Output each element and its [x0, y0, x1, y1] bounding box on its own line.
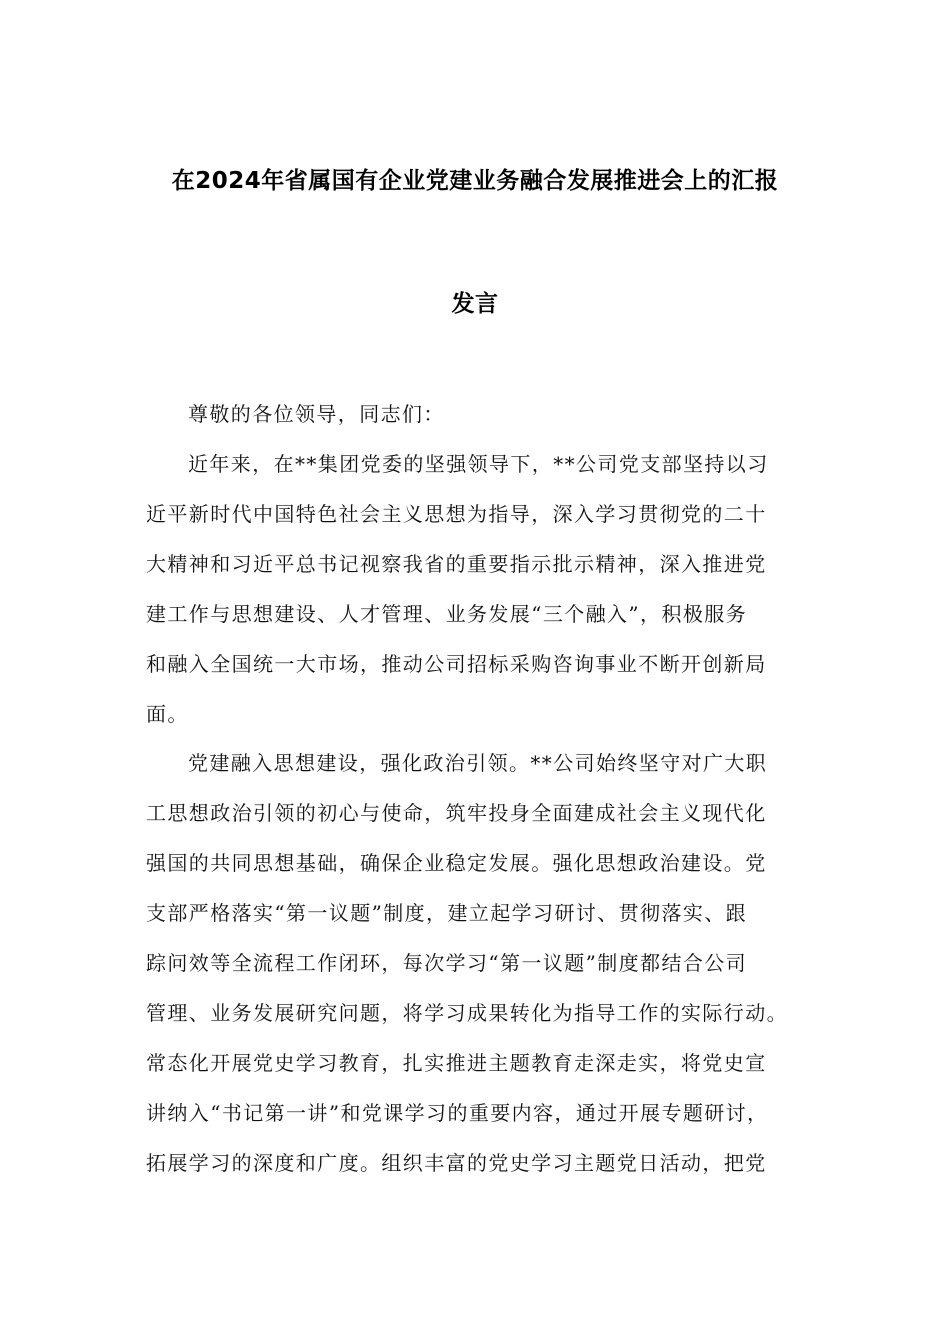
- paragraph-1-line: 面。: [146, 702, 189, 726]
- paragraph-1-line: 大精神和习近平总书记视察我省的重要指示批示精神，深入推进党: [146, 552, 767, 576]
- paragraph-2-line: 常态化开展党史学习教育，扎实推进主题教育走深走实，将党史宣: [146, 1051, 767, 1075]
- paragraph-2-line: 讲纳入“书记第一讲”和党课学习的重要内容，通过开展专题研讨，: [146, 1101, 769, 1125]
- salutation: 尊敬的各位领导，同志们：: [188, 402, 445, 426]
- paragraph-1-line: 建工作与思想建设、人才管理、业务发展“三个融入”，积极服务: [146, 602, 748, 626]
- paragraph-2-line: 拓展学习的深度和广度。组织丰富的党史学习主题党日活动，把党: [146, 1151, 767, 1175]
- paragraph-1-line: 近年来，在**集团党委的坚强领导下，**公司党支部坚持以习: [188, 452, 769, 476]
- paragraph-2-line: 党建融入思想建设，强化政治引领。**公司始终坚守对广大职: [188, 751, 768, 775]
- paragraph-1-line: 和融入全国统一大市场，推动公司招标采购咨询事业不断开创新局: [146, 652, 767, 676]
- paragraph-2-line: 踪问效等全流程工作闭环，每次学习“第一议题”制度都结合公司: [146, 951, 748, 975]
- document-title-line-2: 发言: [451, 291, 499, 317]
- paragraph-1-line: 近平新时代中国特色社会主义思想为指导，深入学习贯彻党的二十: [146, 502, 767, 526]
- paragraph-2-line: 强国的共同思想基础，确保企业稳定发展。强化思想政治建设。党: [146, 851, 767, 875]
- document-title-line-1: 在2024年省属国有企业党建业务融合发展推进会上的汇报: [171, 168, 779, 194]
- paragraph-2-line: 支部严格落实“第一议题”制度，建立起学习研讨、贯彻落实、跟: [146, 901, 748, 925]
- paragraph-2-line: 管理、业务发展研究问题，将学习成果转化为指导工作的实际行动。: [146, 1001, 788, 1025]
- paragraph-2-line: 工思想政治引领的初心与使命，筑牢投身全面建成社会主义现代化: [146, 801, 767, 825]
